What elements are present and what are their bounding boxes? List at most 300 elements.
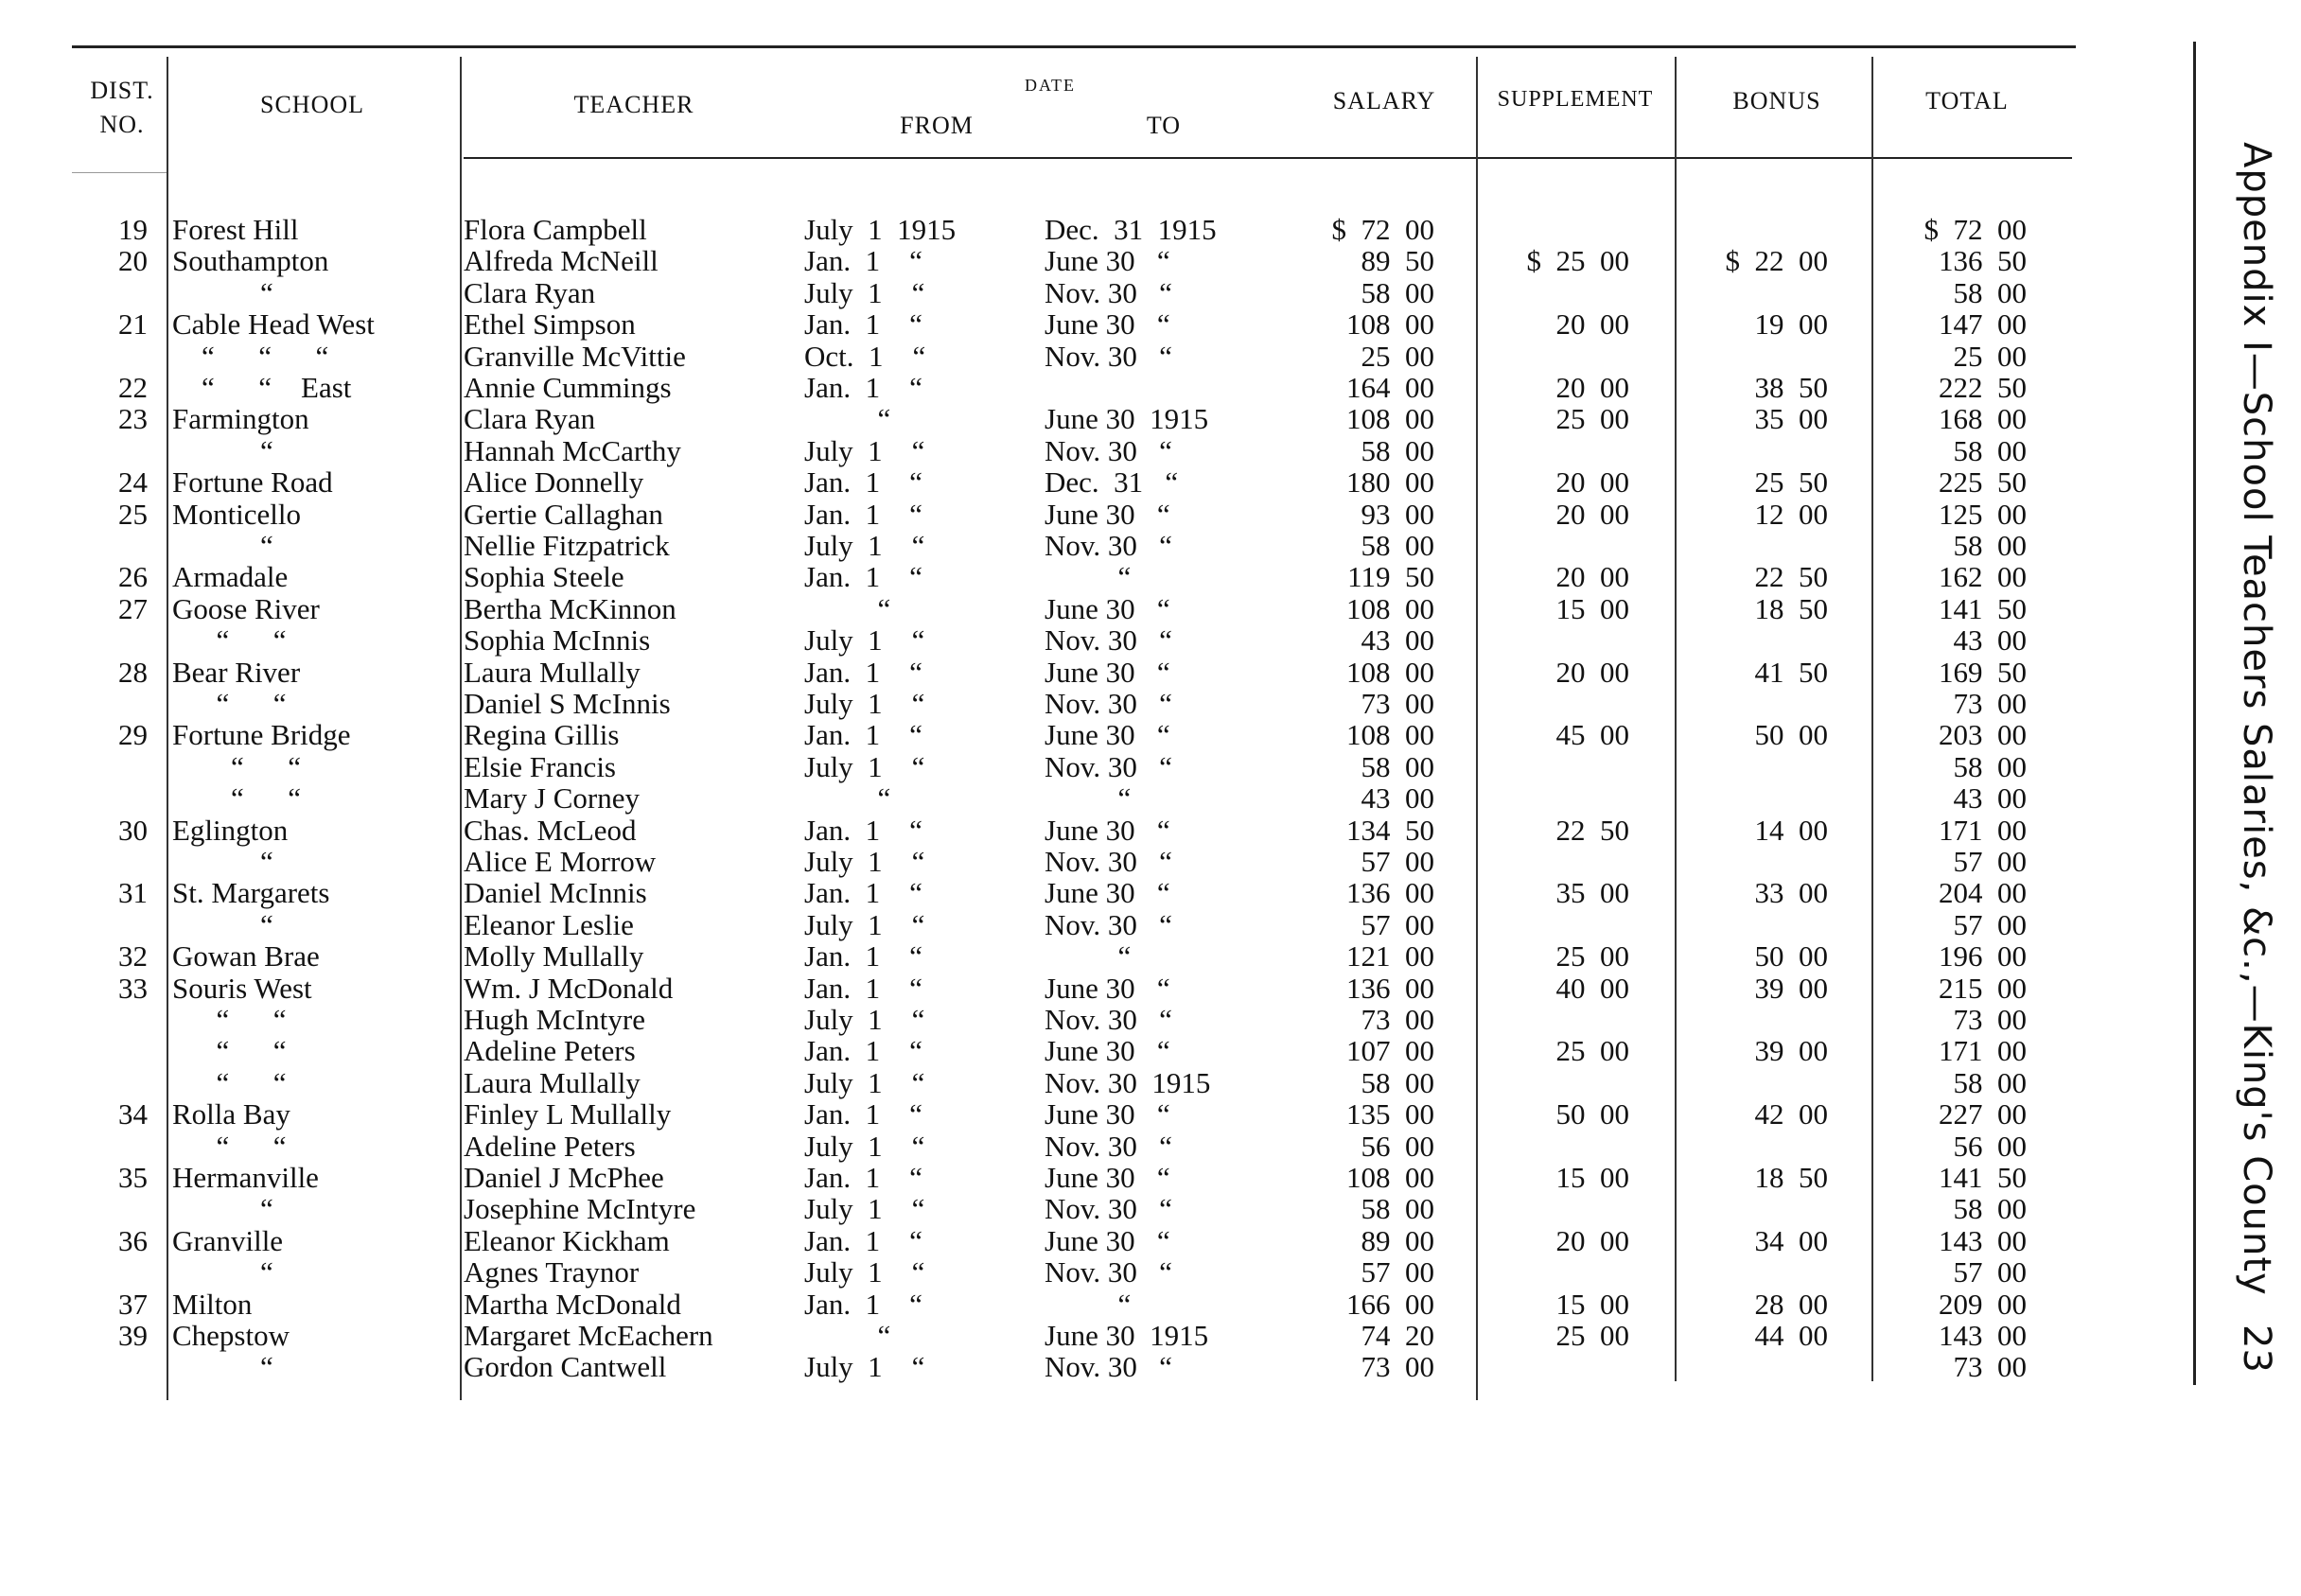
cell-total: 58 00 bbox=[1953, 1065, 2027, 1099]
cell-total: 143 00 bbox=[1939, 1319, 2027, 1352]
cell-total: 56 00 bbox=[1953, 1129, 2027, 1163]
table-row bbox=[0, 1035, 2081, 1067]
cell-from: July 1 “ bbox=[804, 433, 925, 467]
cell-from: Jan. 1 “ bbox=[804, 718, 922, 752]
cell-bonus: 28 00 bbox=[1754, 1287, 1828, 1321]
cell-to: Nov. 30 “ bbox=[1045, 1255, 1172, 1289]
cell-school: “ bbox=[172, 1192, 273, 1226]
cell-salary: 43 00 bbox=[1361, 781, 1434, 816]
cell-teacher: Eleanor Leslie bbox=[464, 907, 634, 941]
cell-bonus: 18 50 bbox=[1754, 591, 1828, 625]
cell-to: June 30 1915 bbox=[1045, 402, 1209, 436]
header-bottom-rule bbox=[464, 157, 2072, 159]
cell-from: “ bbox=[804, 1319, 891, 1352]
cell-school: St. Margarets bbox=[172, 876, 330, 910]
header-date: DATE bbox=[1025, 76, 1076, 95]
cell-dist: 29 bbox=[118, 718, 148, 752]
cell-salary: 25 00 bbox=[1361, 339, 1434, 373]
cell-to: Nov. 30 “ bbox=[1045, 1192, 1172, 1226]
cell-from: Jan. 1 “ bbox=[804, 876, 922, 910]
cell-to: June 30 “ bbox=[1045, 244, 1170, 278]
cell-supplement: 15 00 bbox=[1555, 591, 1629, 625]
cell-school: Southampton bbox=[172, 244, 329, 278]
cell-total: 58 00 bbox=[1953, 1192, 2027, 1226]
table-row bbox=[0, 909, 2081, 941]
cell-school: “ bbox=[172, 433, 273, 467]
header-total: TOTAL bbox=[1925, 87, 2009, 114]
cell-bonus: 50 00 bbox=[1754, 718, 1828, 752]
cell-total: 171 00 bbox=[1939, 1034, 2027, 1068]
table-row bbox=[0, 561, 2081, 593]
cell-salary: 58 00 bbox=[1361, 1192, 1434, 1226]
cell-school: Cable Head West bbox=[172, 307, 375, 342]
cell-bonus: 14 00 bbox=[1754, 813, 1828, 847]
cell-supplement: 25 00 bbox=[1555, 939, 1629, 973]
running-title: Appendix I—School Teachers Salaries, &c.,—King's County bbox=[2235, 142, 2278, 1296]
cell-from: July 1 “ bbox=[804, 1065, 925, 1099]
cell-from: Jan. 1 “ bbox=[804, 1161, 922, 1194]
cell-from: Jan. 1 “ bbox=[804, 371, 922, 404]
cell-from: Jan. 1 “ bbox=[804, 465, 922, 500]
cell-teacher: Hannah McCarthy bbox=[464, 433, 681, 467]
cell-salary: 58 00 bbox=[1361, 275, 1434, 309]
table-row bbox=[0, 688, 2081, 720]
cell-total: 215 00 bbox=[1939, 971, 2027, 1005]
cell-teacher: Martha McDonald bbox=[464, 1287, 681, 1321]
cell-bonus: $ 22 00 bbox=[1725, 244, 1828, 278]
cell-to: Nov. 30 “ bbox=[1045, 529, 1172, 562]
cell-teacher: Regina Gillis bbox=[464, 718, 620, 752]
table-row bbox=[0, 846, 2081, 878]
cell-school: Granville bbox=[172, 1223, 284, 1257]
cell-to: June 30 “ bbox=[1045, 591, 1170, 625]
cell-from: Jan. 1 “ bbox=[804, 244, 922, 278]
cell-supplement: 15 00 bbox=[1555, 1287, 1629, 1321]
cell-teacher: Agnes Traynor bbox=[464, 1255, 640, 1289]
cell-school: Milton bbox=[172, 1287, 253, 1321]
cell-salary: 108 00 bbox=[1346, 591, 1434, 625]
table-row bbox=[0, 499, 2081, 531]
header-salary: SALARY bbox=[1332, 87, 1436, 114]
cell-dist: 30 bbox=[118, 813, 148, 847]
cell-supplement: 20 00 bbox=[1555, 307, 1629, 342]
table-row bbox=[0, 277, 2081, 309]
cell-bonus: 34 00 bbox=[1754, 1223, 1828, 1257]
cell-bonus: 19 00 bbox=[1754, 307, 1828, 342]
top-rule bbox=[72, 45, 2076, 48]
cell-teacher: Finley L Mullally bbox=[464, 1097, 672, 1131]
cell-total: 57 00 bbox=[1953, 907, 2027, 941]
cell-from: July 1 “ bbox=[804, 1350, 925, 1384]
cell-from: July 1 1915 bbox=[804, 213, 957, 246]
cell-school: Souris West bbox=[172, 971, 312, 1005]
cell-supplement: 20 00 bbox=[1555, 1223, 1629, 1257]
cell-from: July 1 “ bbox=[804, 1129, 925, 1163]
cell-school: Farmington bbox=[172, 402, 309, 436]
cell-salary: 58 00 bbox=[1361, 433, 1434, 467]
cell-supplement: 50 00 bbox=[1555, 1097, 1629, 1131]
page-number: 23 bbox=[2235, 1324, 2278, 1373]
cell-dist: 22 bbox=[118, 371, 148, 404]
cell-teacher: Margaret McEachern bbox=[464, 1319, 713, 1352]
cell-from: July 1 “ bbox=[804, 529, 925, 562]
cell-school: “ “ “ bbox=[172, 339, 329, 373]
cell-total: 222 50 bbox=[1939, 371, 2027, 404]
table-row bbox=[0, 1193, 2081, 1225]
cell-total: 204 00 bbox=[1939, 876, 2027, 910]
cell-teacher: Clara Ryan bbox=[464, 275, 596, 309]
cell-supplement: 20 00 bbox=[1555, 465, 1629, 500]
cell-school: “ “ bbox=[172, 1034, 287, 1068]
header-dist-no: DIST. NO. bbox=[90, 77, 154, 138]
cell-supplement: 25 00 bbox=[1555, 402, 1629, 436]
cell-bonus: 12 00 bbox=[1754, 497, 1828, 531]
cell-total: 58 00 bbox=[1953, 433, 2027, 467]
cell-dist: 33 bbox=[118, 971, 148, 1005]
table-row bbox=[0, 1289, 2081, 1321]
cell-school: “ bbox=[172, 845, 273, 878]
header-school: SCHOOL bbox=[259, 91, 364, 118]
cell-school: Rolla Bay bbox=[172, 1097, 290, 1131]
cell-dist: 34 bbox=[118, 1097, 148, 1131]
header-from: FROM bbox=[900, 112, 974, 139]
cell-school: Chepstow bbox=[172, 1319, 290, 1352]
cell-school: “ “ bbox=[172, 623, 287, 658]
cell-total: 171 00 bbox=[1939, 813, 2027, 847]
cell-dist: 28 bbox=[118, 655, 148, 689]
table-row bbox=[0, 624, 2081, 657]
cell-teacher: Alice E Morrow bbox=[464, 845, 657, 878]
side-rule bbox=[2193, 42, 2196, 1385]
cell-teacher: Molly Mullally bbox=[464, 939, 644, 973]
cell-total: 143 00 bbox=[1939, 1223, 2027, 1257]
cell-total: 168 00 bbox=[1939, 402, 2027, 436]
cell-from: July 1 “ bbox=[804, 1003, 925, 1036]
cell-from: Jan. 1 “ bbox=[804, 1097, 922, 1131]
cell-total: $ 72 00 bbox=[1923, 213, 2027, 246]
cell-salary: 107 00 bbox=[1346, 1034, 1434, 1068]
cell-to: June 30 “ bbox=[1045, 1097, 1170, 1131]
cell-bonus: 33 00 bbox=[1754, 876, 1828, 910]
cell-teacher: Daniel J McPhee bbox=[464, 1161, 664, 1194]
table-row bbox=[0, 1320, 2081, 1352]
cell-supplement: 15 00 bbox=[1555, 1161, 1629, 1194]
table-row bbox=[0, 1067, 2081, 1099]
cell-from: July 1 “ bbox=[804, 907, 925, 941]
cell-to: Nov. 30 “ bbox=[1045, 907, 1172, 941]
cell-teacher: Sophia McInnis bbox=[464, 623, 651, 658]
cell-bonus: 18 50 bbox=[1754, 1161, 1828, 1194]
cell-supplement: 20 00 bbox=[1555, 371, 1629, 404]
cell-to: Nov. 30 “ bbox=[1045, 623, 1172, 658]
table-row bbox=[0, 751, 2081, 783]
cell-bonus: 42 00 bbox=[1754, 1097, 1828, 1131]
cell-teacher: Daniel McInnis bbox=[464, 876, 647, 910]
cell-from: “ bbox=[804, 591, 891, 625]
cell-teacher: Sophia Steele bbox=[464, 560, 624, 594]
cell-salary: $ 72 00 bbox=[1331, 213, 1434, 246]
cell-to: June 30 “ bbox=[1045, 1223, 1170, 1257]
table-row bbox=[0, 940, 2081, 973]
cell-school: Monticello bbox=[172, 497, 302, 531]
cell-dist: 23 bbox=[118, 402, 148, 436]
cell-total: 43 00 bbox=[1953, 623, 2027, 658]
cell-total: 58 00 bbox=[1953, 275, 2027, 309]
cell-school: “ “ bbox=[172, 1129, 287, 1163]
cell-dist: 32 bbox=[118, 939, 148, 973]
cell-to: Nov. 30 1915 bbox=[1045, 1065, 1211, 1099]
cell-to: Dec. 31 1915 bbox=[1045, 213, 1217, 246]
header-bottom-rule-left bbox=[72, 172, 167, 173]
cell-teacher: Alfreda McNeill bbox=[464, 244, 659, 278]
cell-from: July 1 “ bbox=[804, 1255, 925, 1289]
cell-from: Jan. 1 “ bbox=[804, 971, 922, 1005]
cell-salary: 73 00 bbox=[1361, 687, 1434, 720]
cell-teacher: Nellie Fitzpatrick bbox=[464, 529, 670, 562]
cell-from: Jan. 1 “ bbox=[804, 939, 922, 973]
table-row bbox=[0, 466, 2081, 499]
table-row bbox=[0, 245, 2081, 277]
cell-school: “ “ bbox=[172, 781, 302, 816]
cell-to: Nov. 30 “ bbox=[1045, 339, 1172, 373]
cell-total: 225 50 bbox=[1939, 465, 2027, 500]
cell-to: June 30 “ bbox=[1045, 876, 1170, 910]
table-row bbox=[0, 1351, 2081, 1383]
table-row bbox=[0, 973, 2081, 1005]
table-row bbox=[0, 1225, 2081, 1257]
cell-teacher: Granville McVittie bbox=[464, 339, 686, 373]
cell-teacher: Hugh McIntyre bbox=[464, 1003, 645, 1036]
cell-teacher: Adeline Peters bbox=[464, 1129, 636, 1163]
cell-salary: 121 00 bbox=[1346, 939, 1434, 973]
cell-total: 227 00 bbox=[1939, 1097, 2027, 1131]
cell-school: Goose River bbox=[172, 591, 320, 625]
cell-total: 25 00 bbox=[1953, 339, 2027, 373]
cell-dist: 19 bbox=[118, 213, 148, 246]
cell-to: June 30 “ bbox=[1045, 718, 1170, 752]
cell-total: 58 00 bbox=[1953, 749, 2027, 783]
cell-to: Nov. 30 “ bbox=[1045, 1129, 1172, 1163]
cell-school: Gowan Brae bbox=[172, 939, 320, 973]
cell-salary: 108 00 bbox=[1346, 402, 1434, 436]
cell-salary: 89 00 bbox=[1361, 1223, 1434, 1257]
cell-bonus: 22 50 bbox=[1754, 560, 1828, 594]
cell-teacher: Mary J Corney bbox=[464, 781, 640, 816]
cell-from: Oct. 1 “ bbox=[804, 339, 926, 373]
table-row bbox=[0, 214, 2081, 246]
table-row bbox=[0, 1131, 2081, 1163]
cell-supplement: 20 00 bbox=[1555, 497, 1629, 531]
cell-salary: 58 00 bbox=[1361, 529, 1434, 562]
cell-total: 136 50 bbox=[1939, 244, 2027, 278]
cell-to: Nov. 30 “ bbox=[1045, 687, 1172, 720]
cell-salary: 74 20 bbox=[1361, 1319, 1434, 1352]
cell-salary: 43 00 bbox=[1361, 623, 1434, 658]
cell-dist: 25 bbox=[118, 497, 148, 531]
cell-dist: 37 bbox=[118, 1287, 148, 1321]
cell-school: “ bbox=[172, 1255, 273, 1289]
cell-teacher: Clara Ryan bbox=[464, 402, 596, 436]
cell-from: July 1 “ bbox=[804, 749, 925, 783]
cell-supplement: 22 50 bbox=[1555, 813, 1629, 847]
cell-from: Jan. 1 “ bbox=[804, 1223, 922, 1257]
cell-school: “ bbox=[172, 1350, 273, 1384]
cell-from: July 1 “ bbox=[804, 1192, 925, 1226]
cell-total: 209 00 bbox=[1939, 1287, 2027, 1321]
cell-dist: 20 bbox=[118, 244, 148, 278]
cell-bonus: 41 50 bbox=[1754, 655, 1828, 689]
table-row bbox=[0, 1098, 2081, 1131]
cell-to: June 30 “ bbox=[1045, 307, 1170, 342]
table-row bbox=[0, 877, 2081, 909]
cell-total: 73 00 bbox=[1953, 1003, 2027, 1036]
cell-school: Eglington bbox=[172, 813, 289, 847]
cell-bonus: 39 00 bbox=[1754, 971, 1828, 1005]
cell-bonus: 50 00 bbox=[1754, 939, 1828, 973]
cell-to: June 30 1915 bbox=[1045, 1319, 1209, 1352]
cell-total: 57 00 bbox=[1953, 1255, 2027, 1289]
cell-teacher: Gertie Callaghan bbox=[464, 497, 663, 531]
table-row bbox=[0, 308, 2081, 341]
cell-dist: 24 bbox=[118, 465, 148, 500]
cell-to: Nov. 30 “ bbox=[1045, 749, 1172, 783]
cell-school: “ bbox=[172, 529, 273, 562]
header-to: TO bbox=[1146, 112, 1182, 139]
table-row bbox=[0, 372, 2081, 404]
cell-school: Bear River bbox=[172, 655, 301, 689]
cell-teacher: Elsie Francis bbox=[464, 749, 616, 783]
cell-to: Dec. 31 “ bbox=[1045, 465, 1179, 500]
cell-from: July 1 “ bbox=[804, 687, 925, 720]
cell-total: 125 00 bbox=[1939, 497, 2027, 531]
cell-supplement: 40 00 bbox=[1555, 971, 1629, 1005]
cell-dist: 21 bbox=[118, 307, 148, 342]
cell-bonus: 44 00 bbox=[1754, 1319, 1828, 1352]
cell-salary: 93 00 bbox=[1361, 497, 1434, 531]
cell-teacher: Wm. J McDonald bbox=[464, 971, 674, 1005]
cell-supplement: 25 00 bbox=[1555, 1034, 1629, 1068]
cell-to: Nov. 30 “ bbox=[1045, 845, 1172, 878]
header-teacher: TEACHER bbox=[573, 91, 694, 118]
cell-supplement: 20 00 bbox=[1555, 560, 1629, 594]
table-row bbox=[0, 815, 2081, 847]
cell-teacher: Adeline Peters bbox=[464, 1034, 636, 1068]
cell-dist: 26 bbox=[118, 560, 148, 594]
cell-teacher: Annie Cummings bbox=[464, 371, 672, 404]
table-row bbox=[0, 435, 2081, 467]
cell-salary: 135 00 bbox=[1346, 1097, 1434, 1131]
table-row bbox=[0, 530, 2081, 562]
table-row bbox=[0, 1162, 2081, 1194]
running-header bbox=[2229, 142, 2301, 1466]
cell-bonus: 25 50 bbox=[1754, 465, 1828, 500]
cell-teacher: Josephine McIntyre bbox=[464, 1192, 696, 1226]
cell-supplement: 20 00 bbox=[1555, 655, 1629, 689]
cell-salary: 134 50 bbox=[1346, 813, 1434, 847]
cell-to: June 30 “ bbox=[1045, 813, 1170, 847]
cell-from: Jan. 1 “ bbox=[804, 1034, 922, 1068]
table-row bbox=[0, 782, 2081, 815]
cell-from: Jan. 1 “ bbox=[804, 497, 922, 531]
cell-from: July 1 “ bbox=[804, 623, 925, 658]
cell-supplement: 45 00 bbox=[1555, 718, 1629, 752]
cell-teacher: Laura Mullally bbox=[464, 655, 641, 689]
cell-salary: 58 00 bbox=[1361, 749, 1434, 783]
cell-teacher: Ethel Simpson bbox=[464, 307, 636, 342]
cell-dist: 31 bbox=[118, 876, 148, 910]
cell-to: “ bbox=[1045, 560, 1132, 594]
cell-dist: 27 bbox=[118, 591, 148, 625]
cell-to: Nov. 30 “ bbox=[1045, 275, 1172, 309]
table-row bbox=[0, 1256, 2081, 1289]
cell-total: 141 50 bbox=[1939, 1161, 2027, 1194]
cell-to: “ bbox=[1045, 939, 1132, 973]
cell-from: Jan. 1 “ bbox=[804, 1287, 922, 1321]
cell-teacher: Daniel S McInnis bbox=[464, 687, 671, 720]
cell-salary: 180 00 bbox=[1346, 465, 1434, 500]
cell-to: “ bbox=[1045, 781, 1132, 816]
cell-supplement: 25 00 bbox=[1555, 1319, 1629, 1352]
cell-teacher: Alice Donnelly bbox=[464, 465, 644, 500]
cell-teacher: Gordon Cantwell bbox=[464, 1350, 667, 1384]
cell-salary: 108 00 bbox=[1346, 718, 1434, 752]
cell-school: “ “ bbox=[172, 1003, 287, 1036]
cell-salary: 136 00 bbox=[1346, 876, 1434, 910]
cell-dist: 39 bbox=[118, 1319, 148, 1352]
cell-total: 196 00 bbox=[1939, 939, 2027, 973]
cell-teacher: Laura Mullally bbox=[464, 1065, 641, 1099]
cell-school: Armadale bbox=[172, 560, 289, 594]
cell-dist: 35 bbox=[118, 1161, 148, 1194]
cell-to: June 30 “ bbox=[1045, 497, 1170, 531]
cell-to: “ bbox=[1045, 1287, 1132, 1321]
cell-bonus: 38 50 bbox=[1754, 371, 1828, 404]
cell-salary: 57 00 bbox=[1361, 1255, 1434, 1289]
cell-from: July 1 “ bbox=[804, 845, 925, 878]
cell-salary: 108 00 bbox=[1346, 1161, 1434, 1194]
cell-supplement: $ 25 00 bbox=[1526, 244, 1629, 278]
cell-salary: 73 00 bbox=[1361, 1003, 1434, 1036]
cell-total: 141 50 bbox=[1939, 591, 2027, 625]
cell-to: June 30 “ bbox=[1045, 655, 1170, 689]
cell-teacher: Flora Campbell bbox=[464, 213, 647, 246]
cell-teacher: Bertha McKinnon bbox=[464, 591, 676, 625]
cell-bonus: 39 00 bbox=[1754, 1034, 1828, 1068]
cell-from: July 1 “ bbox=[804, 275, 925, 309]
cell-school: “ “ bbox=[172, 749, 302, 783]
cell-school: “ bbox=[172, 275, 273, 309]
cell-to: Nov. 30 “ bbox=[1045, 1003, 1172, 1036]
cell-to: June 30 “ bbox=[1045, 1034, 1170, 1068]
cell-salary: 166 00 bbox=[1346, 1287, 1434, 1321]
cell-from: “ bbox=[804, 402, 891, 436]
cell-school: “ “ bbox=[172, 1065, 287, 1099]
cell-school: “ bbox=[172, 907, 273, 941]
table-row bbox=[0, 341, 2081, 373]
cell-salary: 119 50 bbox=[1347, 560, 1434, 594]
header-bonus: BONUS bbox=[1732, 87, 1821, 114]
cell-salary: 57 00 bbox=[1361, 845, 1434, 878]
cell-total: 147 00 bbox=[1939, 307, 2027, 342]
cell-total: 169 50 bbox=[1939, 655, 2027, 689]
cell-school: “ “ bbox=[172, 687, 287, 720]
cell-school: Hermanville bbox=[172, 1161, 319, 1194]
cell-salary: 89 50 bbox=[1361, 244, 1434, 278]
table-row bbox=[0, 593, 2081, 625]
cell-school: Fortune Road bbox=[172, 465, 333, 500]
header-supplement: SUPPLEMENT bbox=[1497, 87, 1654, 112]
cell-from: Jan. 1 “ bbox=[804, 307, 922, 342]
